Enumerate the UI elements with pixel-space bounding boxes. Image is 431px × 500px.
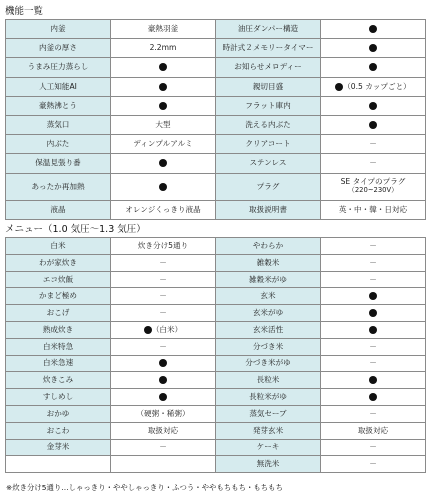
- item-label: 時計式２メモリータイマー: [222, 43, 314, 53]
- item-label-cell: [6, 115, 111, 134]
- item-label-cell: [216, 77, 321, 96]
- item-label: やわらか: [252, 240, 284, 250]
- menu-row: [6, 305, 426, 322]
- menu-row: [6, 389, 426, 406]
- item-label: うまみ圧力蒸らし: [27, 62, 89, 72]
- item-value: －: [369, 274, 377, 284]
- item-label-cell: [6, 405, 111, 422]
- item-label: クリアコート: [245, 139, 291, 149]
- item-label-cell: [216, 405, 321, 422]
- item-label-cell: [6, 321, 111, 338]
- menu-table: [5, 237, 426, 473]
- item-label: 内釜: [50, 24, 66, 34]
- item-value: －: [369, 158, 377, 168]
- item-label-cell: [216, 173, 321, 200]
- item-label-cell: [6, 39, 111, 58]
- item-label-cell: [6, 135, 111, 154]
- item-label: 内釜の厚さ: [39, 43, 77, 53]
- item-label: 液晶: [50, 204, 66, 214]
- item-value-cell: [321, 238, 426, 255]
- menu-row: [6, 271, 426, 288]
- item-value: 2.2mm: [149, 43, 177, 53]
- item-value-cell: [321, 173, 426, 200]
- item-label: 熟成炊き: [42, 324, 74, 334]
- item-label-cell: [216, 39, 321, 58]
- item-value-cell: [321, 439, 426, 456]
- item-label: ステンレス: [249, 158, 287, 168]
- item-value: 取扱対応: [357, 425, 389, 435]
- item-value-cell: [321, 456, 426, 473]
- item-value-cell: [321, 200, 426, 219]
- item-label: 玄米活性: [252, 324, 284, 334]
- item-value-cell: [111, 355, 216, 372]
- filled-circle-icon: [159, 102, 167, 110]
- item-value-cell: [321, 96, 426, 115]
- item-value-cell: [111, 439, 216, 456]
- filled-circle-icon: [159, 359, 167, 367]
- item-label: 白米急速: [42, 358, 74, 368]
- item-label-cell: [216, 154, 321, 173]
- item-label-cell: [216, 20, 321, 39]
- item-label: 親切目盛: [252, 81, 284, 91]
- item-value-cell: [111, 389, 216, 406]
- item-label: おこわ: [46, 425, 70, 435]
- item-label: 分づき米: [252, 341, 284, 351]
- menu-section-title: メニュー（1.0 気圧～1.3 気圧）: [5, 224, 146, 235]
- item-value-cell: [111, 288, 216, 305]
- function-row: [6, 77, 426, 96]
- item-label: プラグ: [256, 181, 280, 191]
- filled-circle-icon: [159, 159, 167, 167]
- item-value-cell: [321, 355, 426, 372]
- filled-circle-icon: [369, 121, 377, 129]
- menu-row: [6, 338, 426, 355]
- item-value: －: [369, 139, 377, 149]
- item-value-cell: [321, 422, 426, 439]
- filled-circle-icon: [144, 326, 152, 334]
- function-row: [6, 96, 426, 115]
- item-label: おかゆ: [46, 408, 70, 418]
- item-value-cell: [321, 135, 426, 154]
- item-value-cell: [111, 200, 216, 219]
- item-value-cell: [321, 405, 426, 422]
- footnote: ※炊き分け5通り…しゃっきり・ややしゃっきり・ふつう・ややもちもち・もちもち: [6, 483, 283, 492]
- item-label-cell: [216, 372, 321, 389]
- item-label: 油圧ダンパー構造: [237, 24, 299, 34]
- item-label-cell: [216, 355, 321, 372]
- item-value-cell: [111, 96, 216, 115]
- item-value: －: [369, 358, 377, 368]
- item-value: 取扱対応: [147, 425, 179, 435]
- item-value-cell: [321, 372, 426, 389]
- item-value-cell: [321, 77, 426, 96]
- item-label-cell: [6, 305, 111, 322]
- item-label-cell: [216, 96, 321, 115]
- item-value: （硬粥・稀粥）: [136, 408, 190, 418]
- item-value-cell: [111, 422, 216, 439]
- item-label: 玄米: [260, 291, 276, 301]
- item-label-cell: [6, 422, 111, 439]
- item-value: －: [369, 459, 377, 469]
- item-value: －: [159, 308, 167, 318]
- item-value-cell: [111, 77, 216, 96]
- item-value: －: [159, 341, 167, 351]
- functions-table: [5, 19, 426, 220]
- item-label-cell: [216, 321, 321, 338]
- item-label: 無洗米: [256, 459, 280, 469]
- item-label: 白米: [50, 240, 66, 250]
- item-value: －: [369, 240, 377, 250]
- item-label-cell: [6, 20, 111, 39]
- function-row: [6, 173, 426, 200]
- item-label-cell: [6, 338, 111, 355]
- item-value: －: [159, 291, 167, 301]
- item-label: あったか再加熱: [31, 181, 85, 191]
- item-value: （白米）: [151, 324, 183, 334]
- item-value-cell: [321, 389, 426, 406]
- menu-row: [6, 422, 426, 439]
- item-value-cell: [111, 372, 216, 389]
- item-value-cell: [111, 456, 216, 473]
- item-label-cell: [216, 200, 321, 219]
- item-value-cell: [111, 271, 216, 288]
- item-label-cell: [216, 422, 321, 439]
- item-value: －: [159, 442, 167, 452]
- item-value-cell: [321, 115, 426, 134]
- item-label-cell: [6, 77, 111, 96]
- function-row: [6, 115, 426, 134]
- item-label: わが家炊き: [39, 257, 77, 267]
- item-label-cell: [6, 173, 111, 200]
- item-label-cell: [216, 439, 321, 456]
- item-value: －: [369, 408, 377, 418]
- item-label-cell: [216, 115, 321, 134]
- item-label: 蒸気セーブ: [249, 408, 287, 418]
- item-value-cell: [111, 405, 216, 422]
- menu-row: [6, 238, 426, 255]
- filled-circle-icon: [369, 393, 377, 401]
- item-label-cell: [216, 305, 321, 322]
- item-label-cell: [6, 58, 111, 77]
- item-label-cell: [216, 456, 321, 473]
- menu-row: [6, 405, 426, 422]
- filled-circle-icon: [369, 63, 377, 71]
- item-value: SE タイプのプラグ: [340, 177, 406, 187]
- item-label-cell: [216, 389, 321, 406]
- item-value-cell: [111, 39, 216, 58]
- function-row: [6, 39, 426, 58]
- item-value: －: [159, 274, 167, 284]
- item-label-cell: [6, 238, 111, 255]
- item-value-cell: [111, 254, 216, 271]
- item-value-cell: [111, 58, 216, 77]
- menu-row: [6, 456, 426, 473]
- item-value: 英・中・韓・日対応: [338, 204, 408, 214]
- item-value-cell: [321, 58, 426, 77]
- item-value: 炊き分け5通り: [137, 240, 189, 250]
- filled-circle-icon: [369, 102, 377, 110]
- item-label-cell: [6, 271, 111, 288]
- item-label-cell: [6, 372, 111, 389]
- filled-circle-icon: [335, 83, 343, 91]
- item-label: 白米特急: [42, 341, 74, 351]
- item-label: 雑穀米: [256, 257, 280, 267]
- item-value-cell: [321, 271, 426, 288]
- item-value-cell: [321, 20, 426, 39]
- menu-row: [6, 439, 426, 456]
- item-label-cell: [6, 96, 111, 115]
- functions-section-title: 機能一覧: [5, 6, 44, 17]
- item-label: 金芽米: [46, 442, 70, 452]
- item-label-cell: [216, 271, 321, 288]
- filled-circle-icon: [159, 393, 167, 401]
- item-label: 蒸気口: [46, 120, 70, 130]
- item-label: 取扱説明書: [249, 204, 287, 214]
- item-label: 豪熱沸とう: [39, 100, 77, 110]
- item-label: おこげ: [46, 308, 70, 318]
- item-value-cell: [111, 173, 216, 200]
- item-label: エコ炊飯: [42, 274, 74, 284]
- item-label: お知らせメロディー: [234, 62, 302, 72]
- item-value: ディンプルアルミ: [133, 139, 193, 149]
- item-label-cell: [6, 355, 111, 372]
- item-label-cell: [216, 254, 321, 271]
- filled-circle-icon: [369, 44, 377, 52]
- filled-circle-icon: [369, 376, 377, 384]
- item-label: 分づき米がゆ: [245, 358, 291, 368]
- item-value-cell: [321, 39, 426, 58]
- item-label-cell: [6, 200, 111, 219]
- item-label-cell: [6, 439, 111, 456]
- item-value-cell: [321, 321, 426, 338]
- menu-row: [6, 321, 426, 338]
- item-value-cell: [321, 288, 426, 305]
- function-row: [6, 200, 426, 219]
- function-row: [6, 154, 426, 173]
- menu-row: [6, 254, 426, 271]
- item-value-cell: [321, 305, 426, 322]
- item-label: 保温見張り番: [35, 158, 81, 168]
- item-value: オレンジくっきり液晶: [125, 204, 201, 214]
- filled-circle-icon: [159, 83, 167, 91]
- item-value: （0.5 カップごと）: [343, 81, 411, 91]
- item-label: ケーキ: [256, 442, 280, 452]
- item-label: かまど極め: [39, 291, 77, 301]
- item-value-cell: [111, 154, 216, 173]
- item-label-cell: [6, 254, 111, 271]
- item-label: 玄米がゆ: [252, 308, 284, 318]
- item-label-cell: [216, 238, 321, 255]
- item-label: すしめし: [42, 392, 74, 402]
- item-label: フラット庫内: [245, 100, 291, 110]
- item-value-cell: [321, 338, 426, 355]
- item-value-cell: [111, 305, 216, 322]
- filled-circle-icon: [369, 25, 377, 33]
- item-value-cell: [111, 20, 216, 39]
- item-value-cell: [111, 238, 216, 255]
- item-label: 内ぶた: [46, 139, 70, 149]
- item-value-cell: [321, 254, 426, 271]
- item-label: 人工知能AI: [39, 81, 77, 91]
- function-row: [6, 20, 426, 39]
- item-label-cell: [216, 135, 321, 154]
- item-label-cell: [216, 288, 321, 305]
- item-label-cell: [6, 288, 111, 305]
- item-value: －: [369, 257, 377, 267]
- item-value-cell: [111, 115, 216, 134]
- item-label-cell: [216, 338, 321, 355]
- item-label: 炊きこみ: [42, 375, 74, 385]
- menu-row: [6, 355, 426, 372]
- filled-circle-icon: [159, 376, 167, 384]
- function-row: [6, 135, 426, 154]
- item-label: 洗える内ぶた: [245, 120, 291, 130]
- item-value: －: [369, 341, 377, 351]
- item-label-cell: [6, 456, 111, 473]
- item-label: 長粒米: [256, 375, 280, 385]
- item-label: 雑穀米がゆ: [249, 274, 287, 284]
- item-value-cell: [321, 154, 426, 173]
- menu-row: [6, 288, 426, 305]
- item-label-cell: [216, 58, 321, 77]
- item-value: －: [369, 442, 377, 452]
- filled-circle-icon: [369, 309, 377, 317]
- item-label-cell: [6, 154, 111, 173]
- item-label: 長粒米がゆ: [249, 392, 287, 402]
- filled-circle-icon: [159, 183, 167, 191]
- item-value: 豪熱羽釜: [147, 24, 179, 34]
- function-row: [6, 58, 426, 77]
- filled-circle-icon: [369, 292, 377, 300]
- item-value: －: [159, 257, 167, 267]
- filled-circle-icon: [159, 63, 167, 71]
- item-value-note: （220~230V）: [348, 186, 398, 195]
- item-value-cell: [111, 321, 216, 338]
- menu-row: [6, 372, 426, 389]
- item-value-cell: [111, 338, 216, 355]
- filled-circle-icon: [369, 326, 377, 334]
- item-value-cell: [111, 135, 216, 154]
- item-label-cell: [6, 389, 111, 406]
- item-label: 発芽玄米: [252, 425, 284, 435]
- item-value: 大型: [155, 120, 171, 130]
